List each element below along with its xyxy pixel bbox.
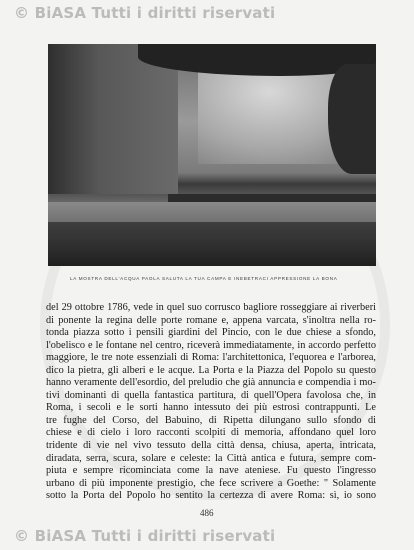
watermark-bottom: © BiASA Tutti i diritti riservati xyxy=(14,527,276,545)
body-line: piuta e sempre ricominciata come la nave ateniese. Fu questo l'ingresso xyxy=(46,465,376,477)
body-line: di ponente la regina delle porte romane e, appena varcata, s'inoltra nella ro- xyxy=(46,314,376,326)
photo-caption: LA MOSTRA DELL'ACQUA PAOLA SALUTA LA TUA CAMPA E INEBETRACI APPRESSIONE LA BONA xyxy=(70,276,338,281)
body-line: tonda piazza sotto i pensili giardini del Pincio, con le due chiese a sfondo, xyxy=(46,327,376,339)
body-line: l'obelisco e le fontane nel centro, riceverà immediatamente, in accordo perfetto xyxy=(46,339,376,351)
photo-trees-right xyxy=(328,64,376,174)
body-text xyxy=(46,302,376,503)
watermark-top: © BiASA Tutti i diritti riservati xyxy=(14,4,276,22)
photo-horizon xyxy=(168,194,376,202)
body-line: tivi dominanti di quella fantastica partitura, di quell'Opera favolosa che, in xyxy=(46,389,376,401)
photograph-porta-del-popolo xyxy=(48,44,376,266)
body-line: tre fughe del Corso, del Babuino, di Ripetta dilungano sullo sfondo di xyxy=(46,414,376,426)
body-line: tridente di vie nel vivo tessuto della città densa, chiusa, aperta, intricata, xyxy=(46,440,376,452)
photo-shadow xyxy=(48,222,376,266)
body-line: dico la pietra, gli alberi e le acque. La Porta e la Piazza del Popolo su questo xyxy=(46,364,376,376)
body-line: Roma, i secoli e le sorti hanno intessuto dei più estrosi contrappunti. Le xyxy=(46,402,376,414)
body-line: sotto la Porta del Popolo ho sentito la certezza di avere Roma: sì, io sono xyxy=(46,490,376,502)
page-number: 486 xyxy=(200,508,214,518)
body-line: hanno veramente dell'esordio, del preludio che già annuncia e compendia i mo- xyxy=(46,377,376,389)
body-line: chiese e di cielo i loro racconti scolpiti di memoria, affondano quel loro xyxy=(46,427,376,439)
body-line: urbano di più imponente prestigio, che fece scrivere a Goethe: " Solamente xyxy=(46,477,376,489)
body-line: diradata, serra, scura, solare e celeste: la Città antica e futura, sempre com- xyxy=(46,452,376,464)
body-line: del 29 ottobre 1786, vede in quel suo corrusco bagliore rosseggiare ai riverberi xyxy=(46,302,376,313)
body-line: maggiore, le tre note essenziali di Roma: l'architettonica, l'equorea e l'arborea, xyxy=(46,352,376,364)
